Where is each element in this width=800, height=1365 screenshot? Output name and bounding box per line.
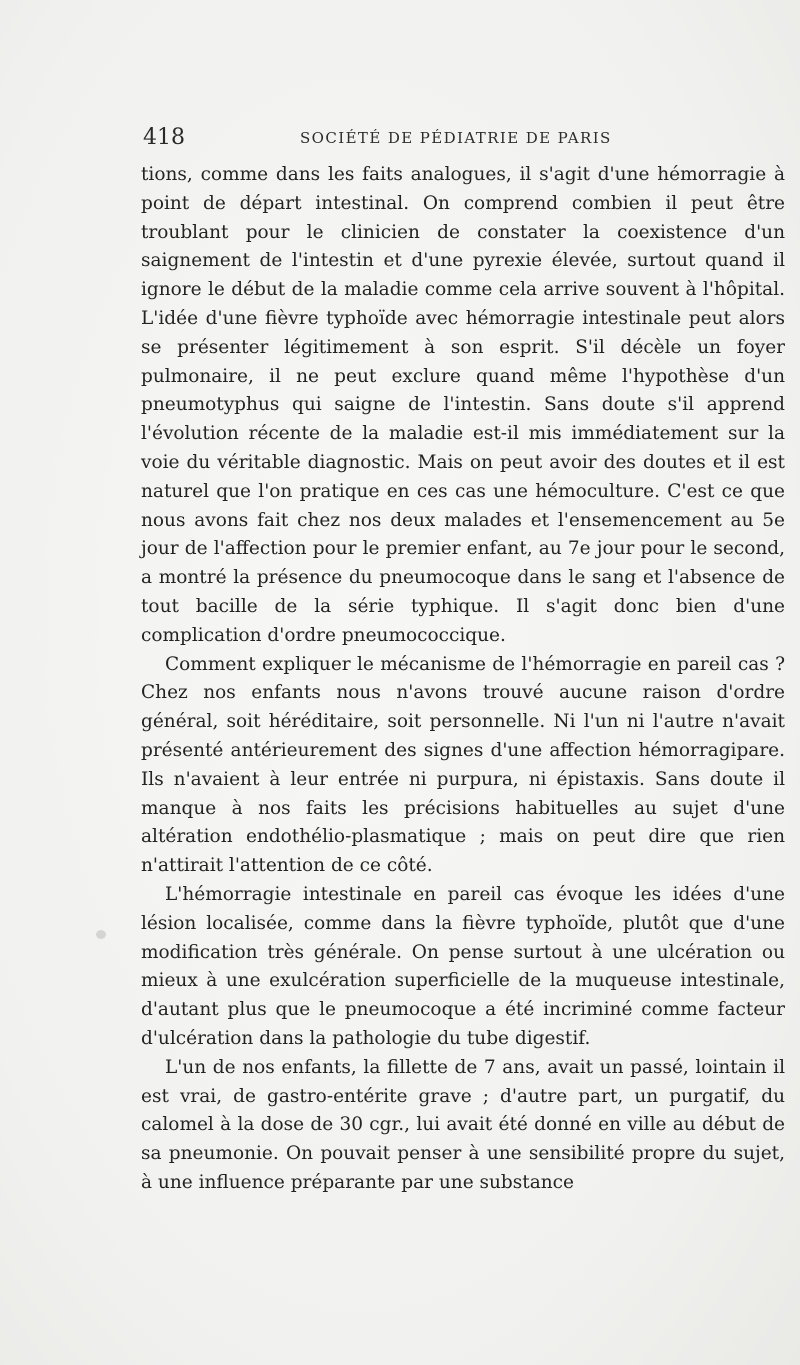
- body-text: [141, 161, 785, 1198]
- paragraph: Comment expliquer le mécanisme de l'hémorragie en pareil cas ? Chez nos enfants nous n'avons trouvé aucune raison d'ordre général, soit héréditaire, soit personnelle. Ni l'un ni l'autre n'avait présenté antérieurement des signes d'une affection hémorragipare. Ils n'avaient à leur entrée ni purpura, ni épistaxis. Sans doute il manque à nos faits les précisions habituelles au sujet d'une altération endothélio-plasmatique ; mais on peut dire que rien n'attirait l'attention de ce côté.: [141, 653, 785, 877]
- page-header: [143, 121, 783, 155]
- paragraph-continued: tions, comme dans les faits analogues, il s'agit d'une hémorragie à point de départ intestinal. On comprend combien il peut être troublant pour le clinicien de constater la coexistence d'un saignement de l'intestin et d'une pyrexie élevée, surtout quand il ignore le début de la maladie comme cela arrive souvent à l'hôpital. L'idée d'une fièvre typhoïde avec hémorragie intestinale peut alors se présenter légitimement à son esprit. S'il décèle un foyer pulmonaire, il ne peut exclure quand même l'hypothèse d'un pneumotyphus qui saigne de l'intestin. Sans doute s'il apprend l'évolution récente de la maladie est-il mis immédiatement sur la voie du véritable diagnostic. Mais on peut avoir des doutes et il est naturel que l'on pratique en ces cas une hémoculture. C'est ce que nous avons fait chez nos deux malades et l'ensemencement au 5e jour de l'affection pour le premier enfant, au 7e jour pour le second, a montré la présence du pneumocoque dans le sang et l'absence de tout bacille de la série typhique. Il s'agit donc bien d'une complication d'ordre pneumococcique.: [141, 164, 785, 646]
- page-number: 418: [143, 125, 185, 150]
- paragraph: L'hémorragie intestinale en pareil cas évoque les idées d'une lésion localisée, comme dans la fièvre typhoïde, plutôt que d'une modification très générale. On pense surtout à une ulcération ou mieux à une exulcération superficielle de la muqueuse intestinale, d'autant plus que le pneumocoque a été incriminé comme facteur d'ulcération dans la pathologie du tube digestif.: [141, 883, 785, 1049]
- paragraph: L'un de nos enfants, la fillette de 7 ans, avait un passé, lointain il est vrai, de gastro-entérite grave ; d'autre part, un purgatif, du calomel à la dose de 30 cgr., lui avait été donné en ville au début de sa pneumonie. On pouvait penser à une sensibilité propre du sujet, à une influence préparante par une substance: [141, 1056, 785, 1193]
- paper-stain: [96, 930, 106, 939]
- running-head: SOCIÉTÉ DE PÉDIATRIE DE PARIS: [300, 129, 612, 147]
